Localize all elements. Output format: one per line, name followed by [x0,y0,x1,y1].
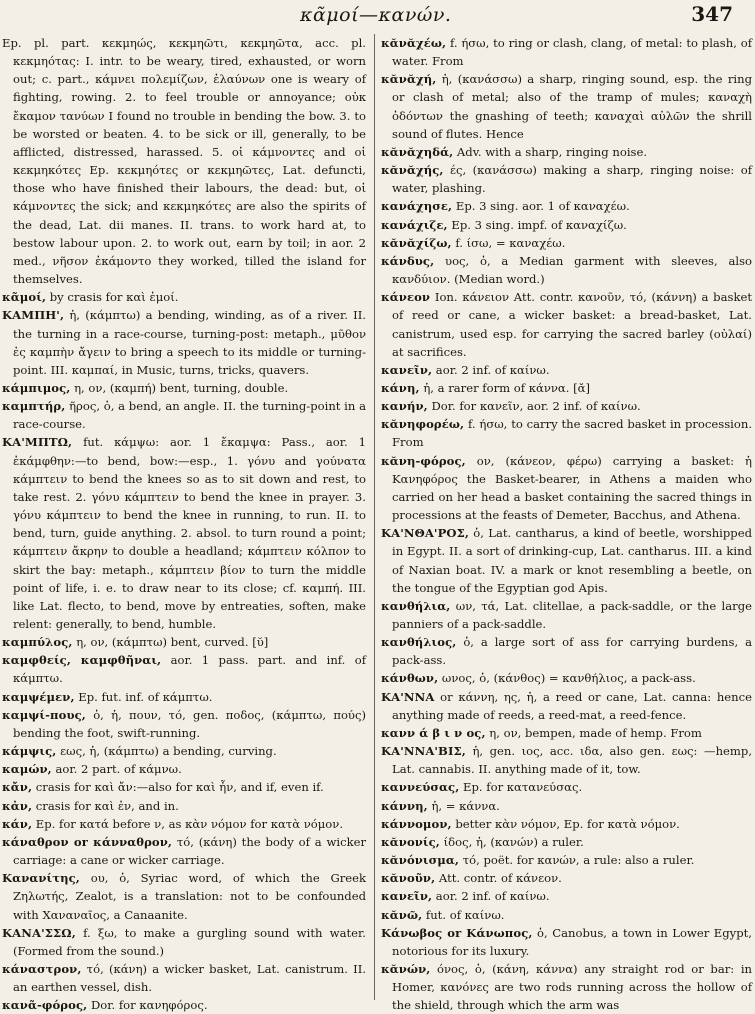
dictionary-entry [2,797,366,815]
entry-headword: κανᾶ-φόρος, [2,998,88,1013]
entry-headword: κᾰνών, [381,961,431,976]
dictionary-entry [381,161,752,197]
right-column [374,34,753,1013]
entry-definition: better κὰν νόμον, Ep. for κατὰ νόμον. [455,816,680,831]
dictionary-entry [2,397,366,433]
entry-headword: κᾰνᾰχίζω, [381,235,452,250]
dictionary-entry [2,651,366,687]
dictionary-entry [381,688,752,724]
entry-definition: ου, ὁ, Syriac word, of which the Greek Ζηλωτής, Zealot, is a translation: not to be confounded with Χαναναῖος, a Canaanite. [13,871,366,922]
entry-headword: κᾰνόνισμα, [381,853,460,868]
entry-definition: Ion. κάνειον Att. contr. κανοῦν, τό, (κάννη) a basket of reed or cane, a wicker basket: a bread-basket, Lat. canistrum, used esp. for carrying the sacred barley (οὐλαί) at sacrifices. [392,290,752,359]
entry-definition: f. ήσω, to carry the sacred basket in procession. From [392,417,752,450]
entry-headword: ΚΑ'ΝΝΑ'ΒΙΣ, [381,744,466,759]
entry-headword: κάνη, [381,380,420,395]
entry-definition: ἡ, = κάννα. [431,798,500,813]
entry-headword: κανν ά β ι ν ος, [381,725,486,740]
entry-headword: κάν, [2,816,33,831]
entry-headword: κανάχησε, [381,199,453,214]
entry-definition: f. ήσω, to ring or clash, clang, of metal: to plash, of water. From [392,36,752,69]
entry-definition: τό, poët. for κανών, a rule: also a ruler. [462,853,695,868]
entry-definition: Dor. for κανηφόρος. [90,998,208,1013]
entry-headword: κἀν, [2,798,33,813]
dictionary-entry [2,760,366,778]
entry-definition: η, ον, bempen, made of hemp. From [489,725,702,740]
entry-definition: Ep. 3 sing. aor. 1 of καναχέω. [455,199,630,214]
entry-headword: κάνεον [381,290,431,305]
entry-definition: ὁ, ἡ, πουν, τό, gen. ποδος, (κάμπτω, πούς) bending the foot, swift-running. [13,707,367,740]
dictionary-entry [381,234,752,252]
dictionary-entry [381,288,752,361]
dictionary-entry [2,288,366,306]
entry-headword: κανθήλια, [381,598,451,613]
dictionary-entry [381,742,752,778]
entry-definition: by crasis for καὶ ἐμοί. [49,290,179,305]
entry-definition: ὁ, a large sort of ass for carrying burdens, a pack-ass. [392,635,752,668]
entry-definition: or κάννη, ης, ἡ, a reed or cane, Lat. canna: hence anything made of reeds, a reed-mat, a reed-fence. [392,689,752,722]
dictionary-entry [2,306,366,379]
entry-headword: κᾰνᾰχέω, [381,36,447,50]
entry-headword: κάναθρον or κάνναθρον, [2,834,173,849]
entry-headword: κᾰνοῦν, [381,871,436,886]
dictionary-entry [381,397,752,415]
dictionary-entry [381,143,752,161]
entry-headword: κανθήλιος, [381,635,457,650]
entry-headword: κανεῖν, [381,362,433,377]
dictionary-entry [381,960,752,1014]
entry-definition: f. ξω, to make a gurgling sound with water. (Formed from the sound.) [13,925,366,958]
entry-definition: ῆρος, ὁ, a bend, an angle. II. the turning-point in a race-course. [13,399,366,432]
entry-headword: κᾰνονίς, [381,834,440,849]
dictionary-entry [2,833,366,869]
entry-headword: ΚΑ'ΝΝΑ [381,689,435,704]
dictionary-entry [381,197,752,215]
entry-headword: κάνδυς, [381,253,435,268]
entry-definition: Ep. 3 sing. impf. of καναχίζω. [451,217,627,232]
entry-definition: ἡ, (κάμπτω) a bending, winding, as of a river. II. the turning in a race-course, turning-post: metaph., μῦθον ἐς καμπὴν ἄγειν to bring a speech to its middle or turning-point. III. καμπαί, in Music, turns, tricks, quavers. [13,308,366,377]
entry-headword: κάννη, [381,798,428,813]
dictionary-entry [2,433,366,633]
entry-definition: f. ίσω, = καναχέω. [455,235,566,250]
entry-definition: Adv. with a sharp, ringing noise. [456,144,648,159]
dictionary-entry [381,70,752,143]
dictionary-entry [381,887,752,905]
dictionary-entry [2,742,366,760]
dictionary-entry [381,778,752,796]
dictionary-entry [381,851,752,869]
entry-headword: κᾶμοί, [2,290,47,305]
dictionary-entry [2,379,366,397]
dictionary-entry [2,960,366,996]
dictionary-entry [381,797,752,815]
dictionary-entry [381,415,752,451]
dictionary-entry [2,706,366,742]
entry-headword: κᾰνᾰχής, [381,163,444,178]
dictionary-entry [381,869,752,887]
running-head: κᾶμοί—κανών. [300,4,452,26]
entry-headword: καμψί-πους, [2,707,86,722]
entry-headword: κᾰνῶ, [381,907,423,922]
entry-definition: ὁ, Lat. cantharus, a kind of beetle, worshipped in Egypt. II. a sort of drinking-cup, Lat. cantharus. III. a kind of Naxian boat. IV. a mark or knot resembling a beetle, on the tongue of the Egyptian god Apis. [392,526,752,595]
entry-definition: ωνος, ὁ, (κάνθος) = κανθήλιος, a pack-ass. [441,671,696,686]
dictionary-entry [381,379,752,397]
dictionary-entry [381,597,752,633]
entry-headword: καμψέμεν, [2,689,75,704]
entry-definition: Ep. pl. part. κεκμηώς, κεκμηῶτι, κεκμηῶτα, acc. pl. κεκμηότας: I. intr. to be weary, tired, exhausted, or worn out; c. part., κάμνει πολεμίζων, ἐλαύνων one is weary of fighting, rowing. 2. to feel trouble or annoyance; οὐκ ἔκαμον τανύων I found no trouble in bending the bow. 3. to be worsted or beaten. 4. to be sick or ill, generally, to be afflicted, distressed, harassed. 5. οἱ κάμνοντες and οἱ κεκμηκότες Ep. κεκμηότες or κεκμηῶτες, Lat. defuncti, those who have finished their labours, the dead: but, οἱ κάμνοντες the sick; and κεκμηκότες are also the spirits of the dead, Lat. dii manes. II. trans. to work hard at, to bestow labour upon. 2. to work out, earn by toil; in aor. 2 med., νῆσον ἐκάμοντο they worked, tilled the island for themselves. [2,36,366,287]
entry-definition: ἡ, (κανάσσω) a sharp, ringing sound, esp. the ring or clash of metal; also of the tramp of mules; καναχὴ ὀδόντων the gnashing of teeth; καναχαὶ αὐλῶν the shrill sound of flutes. Hence [392,72,752,141]
dictionary-entry [381,906,752,924]
page-header [0,0,755,30]
entry-definition: aor. 2 part. of κάμνω. [55,762,182,777]
dictionary-entry [2,996,366,1014]
dictionary-entry [381,815,752,833]
dictionary-entry [381,669,752,687]
entry-definition: ων, τά, Lat. clitellae, a pack-saddle, or the large panniers of a pack-saddle. [392,598,752,631]
entry-definition: crasis for καὶ ἐν, and in. [35,798,179,813]
entry-definition: τό, (κάνη) a wicker basket, Lat. canistrum. II. an earthen vessel, dish. [13,961,366,995]
entry-definition: όνος, ὁ, (κάνη, κάννα) any straight rod or bar: in Homer, κανόνες are two rods running across the hollow of the shield, through which the arm was [392,961,753,1013]
entry-headword: καμφθείς, καμφθῆναι, [2,653,162,668]
entry-headword: κάμπιμος, [2,380,71,395]
entry-definition: Ep. for κατά before ν, as κὰν νόμον for κατὰ νόμον. [35,816,344,831]
entry-headword: καμπύλος, [2,635,73,650]
entry-definition: ίδος, ἡ, (κανών) a ruler. [443,834,584,849]
dictionary-entry [2,924,366,960]
page-number: 347 [691,2,733,26]
dictionary-entry [2,688,366,706]
dictionary-entry [381,361,752,379]
entry-headword: καννεύσας, [381,780,460,795]
entry-headword: ΚΑ'ΝΘΑ'ΡΟΣ, [381,526,470,541]
dictionary-entry [2,633,366,651]
dictionary-entry [2,815,366,833]
entry-definition: η, ον, (κάμπτω) bent, curved. [ῠ] [76,635,269,650]
entry-definition: fut. of καίνω. [425,907,505,922]
entry-definition: fut. κάμψω: aor. 1 ἔκαμψα: Pass., aor. 1 ἐκάμφθην:—to bend, bow:—esp., 1. γόνυ and γούνατα κάμπτειν to bend the knees so as to sit down and rest, to take rest. 2. γόνυ κάμπτειν to bend the knee in prayer. 3. γόνυ κάμπτειν to bend the knee in running, to run. II. to bend, turn, guide anything. 2. absol. to turn round a point; κάμπτειν ἄκρην to double a headland; κάμπτειν κόλπον to skirt the bay: metaph., κάμπτειν βίον to turn the middle point of life, i. e. to draw near to its close; cf. καμπή. III. like Lat. flecto, to bend, move by entreaties, soften, make relent: generally, to bend, humble. [13,435,366,631]
entry-definition: ἡ, a rarer form of κάννα. [ᾰ] [423,380,591,395]
left-column [2,34,367,1013]
entry-headword: κανεῖν, [381,889,433,904]
entry-headword: κᾰνᾰχηδά, [381,144,454,159]
entry-definition: Ep. fut. inf. of κάμπτω. [78,689,213,704]
entry-definition: τό, (κάνη) the body of a wicker carriage: a cane or wicker carriage. [13,834,367,868]
entry-definition: ές, (κανάσσω) making a sharp, ringing noise: of water, plashing. [392,163,752,196]
entry-definition: aor. 1 pass. part. and inf. of κάμπτω. [13,653,366,686]
entry-headword: κάμψις, [2,744,57,759]
entry-headword: κάννομον, [381,816,452,831]
dictionary-entry [381,216,752,234]
entry-headword: ΚΑΝΑ'ΣΣΩ, [2,925,76,940]
entry-headword: κἄν, [2,780,33,795]
entry-headword: ΚΑ'ΜΠΤΩ, [2,435,73,450]
entry-headword: Κάνωβος or Κάνωπος, [381,925,533,940]
dictionary-entry [2,778,366,796]
entry-definition: η, ον, (καμπή) bent, turning, double. [74,380,289,395]
entry-definition: εως, ἡ, (κάμπτω) a bending, curving. [60,744,277,759]
entry-definition: υος, ὁ, a Median garment with sleeves, also κανδύιον. (Median word.) [392,253,753,287]
entry-definition: Att. contr. of κάνεον. [438,871,562,886]
dictionary-entry [381,633,752,669]
entry-headword: Κανανίτης, [2,871,80,886]
dictionary-entry [381,452,752,525]
entry-headword: ΚΑΜΠΗ', [2,308,65,323]
entry-headword: καμών, [2,762,52,777]
entry-definition: aor. 2 inf. of καίνω. [435,362,550,377]
dictionary-entry [2,869,366,923]
entry-definition: aor. 2 inf. of καίνω. [435,889,550,904]
entry-headword: κάναστρον, [2,961,82,976]
entry-headword: κανάχιζε, [381,217,448,232]
entry-headword: κανήν, [381,399,428,414]
dictionary-entry [381,252,752,288]
entry-definition: crasis for καὶ ἄν:—also for καὶ ἦν, and if, even if. [35,780,324,795]
dictionary-entry [381,34,752,70]
entry-definition: ὁ, Canobus, a town in Lower Egypt, notorious for its luxury. [392,925,752,958]
dictionary-entry [381,524,752,597]
entry-definition: ον, (κάνεον, φέρω) carrying a basket: ἡ Κανηφόρος the Basket-bearer, in Athens a maiden who carried on her head a basket containing the sacred things in processions at the feasts of Demeter, Bacchus, and Athena. [392,453,753,523]
entry-headword: κᾰνᾰχή, [381,72,437,87]
entry-definition: Ep. for κατανεύσας. [463,780,583,795]
entry-headword: καμπτήρ, [2,399,66,414]
dictionary-entry [2,34,366,288]
entry-definition: ἡ, gen. ιος, acc. ιδα, also gen. εως: —hemp, Lat. cannabis. II. anything made of it, tow. [392,744,753,777]
dictionary-entry [381,724,752,742]
entry-headword: κάνθων, [381,671,439,686]
entry-definition: Dor. for κανεῖν, aor. 2 inf. of καίνω. [431,399,641,414]
dictionary-entry [381,924,752,960]
entry-headword: κᾰνηφορέω, [381,417,465,432]
dictionary-entry [381,833,752,851]
entry-headword: κᾰνη-φόρος, [381,453,466,468]
